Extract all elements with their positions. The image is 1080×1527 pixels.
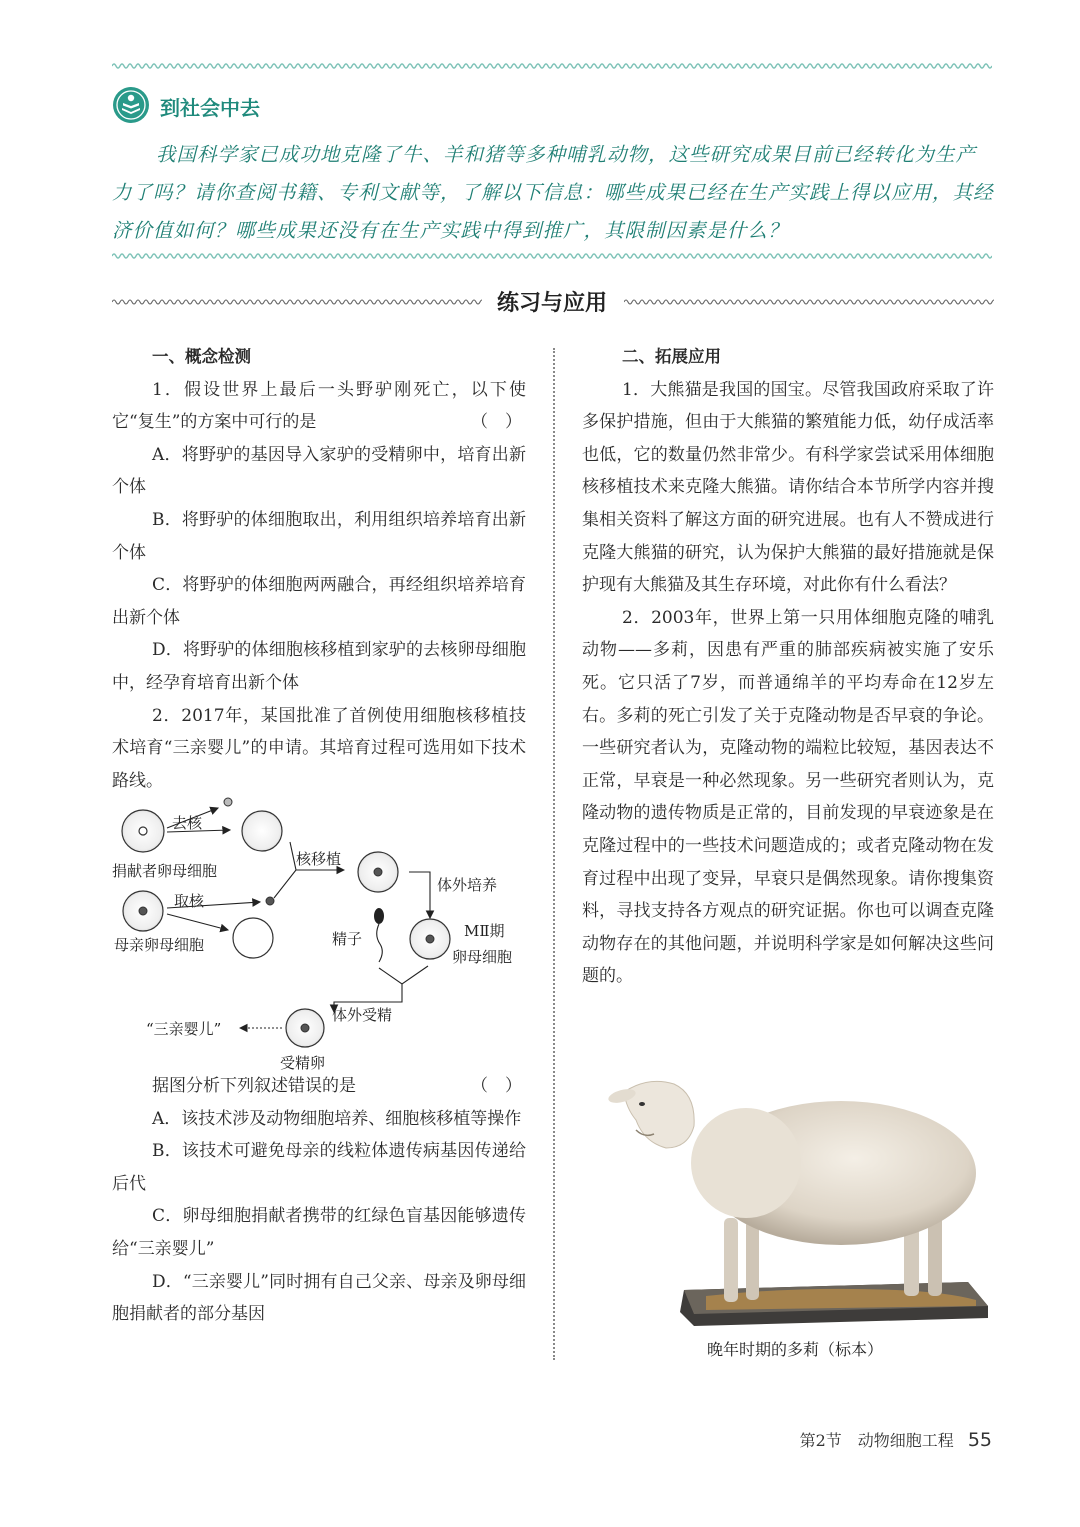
top-wavy-rule: [112, 62, 992, 70]
column-divider: [553, 348, 555, 1360]
society-book-icon: [112, 86, 150, 124]
label-donor-egg: 捐献者卵母细胞: [112, 862, 218, 880]
title-left-rule: [112, 298, 482, 306]
label-in-vitro-culture: 体外培养: [437, 876, 498, 894]
q1-stem: [112, 374, 526, 439]
dolly-question: 2．2003年，世界上第一只用体细胞克隆的哺乳动物——多莉，因患有严重的肺部疾病被实施了安乐死。它只活了7岁，而普通绵羊的平均寿命在12岁左右。多莉的死亡引发了关于克隆动物是否早衰的争论。一些研究者认为，克隆动物的端粒比较短，基因表达不正常，早衰是一种必然现象。另一些研究者则认为，克隆动物的遗传物质是正常的，目前发现的早衰迹象是在克隆过程中的一些技术问题造成的；或者克隆动物在发育过程中出现了变异，早衰只是偶然现象。请你搜集资料，寻找支持各方观点的研究证据。你也可以调查克隆动物存在的其他问题，并说明科学家是如何解决这些问题的。: [582, 607, 994, 987]
q2-ask-text: 据图分析下列叙述错误的是: [152, 1076, 356, 1096]
label-ivf: 体外受精: [332, 1006, 393, 1024]
q2-answer-paren: （ ）: [471, 1076, 522, 1096]
bottom-wavy-rule: [112, 252, 992, 260]
q1-option-b: B．将野驴的体细胞取出，利用组织培养培育出新个体: [112, 509, 526, 563]
label-nuclear-transfer: 核移植: [296, 850, 342, 868]
q2-stem: 2．2017年，某国批准了首例使用细胞核移植技术培育“三亲婴儿”的申请。其培育过程可选用如下技术路线。: [112, 705, 526, 791]
right-column: [582, 341, 994, 993]
society-text: 我国科学家已成功地克隆了牛、羊和猪等多种哺乳动物，这些研究成果目前已经转化为生产力了吗？请你查阅书籍、专利文献等，了解以下信息：哪些成果已经在生产实践上得以应用，其经济价值如何？哪些成果还没有在生产实践中得到推广，其限制因素是什么？: [112, 143, 994, 242]
label-oocyte: 卵母细胞: [452, 948, 513, 966]
label-take-nucleus: 取核: [174, 892, 205, 910]
photo-caption: 晚年时期的多莉（标本）: [706, 1340, 883, 1359]
panda-question: 1．大熊猫是我国的国宝。尽管我国政府采取了许多保护措施，但由于大熊猫的繁殖能力低，幼仔成活率也低，它的数量仍然非常少。有科学家尝试采用体细胞核移植技术来克隆大熊猫。请你结合本节所学内容并搜集相关资料了解这方面的研究进展。也有人不赞成进行克隆大熊猫的研究，认为保护大熊猫的最好措施就是保护现有大熊猫及其生存环境，对此你有什么看法？: [582, 379, 994, 596]
q1-option-d: D．将野驴的体细胞核移植到家驴的去核卵母细胞中，经孕育培育出新个体: [112, 640, 526, 693]
label-mii-stage: MⅡ期: [464, 922, 505, 940]
label-enucleate: 去核: [172, 814, 203, 832]
label-three-parent-baby: “三亲婴儿”: [146, 1020, 222, 1038]
q2-option-d: D．“三亲婴儿”同时拥有自己父亲、母亲及卵母细胞捐献者的部分基因: [112, 1271, 526, 1325]
footer-section: 第2节 动物细胞工程: [799, 1431, 954, 1450]
section-concept-check: 一、概念检测: [152, 347, 251, 366]
left-column-top: [112, 341, 526, 797]
label-sperm: 精子: [332, 930, 363, 948]
q2-ask: [112, 1070, 526, 1103]
q2-option-b: B．该技术可避免母亲的线粒体遗传病基因传递给后代: [112, 1141, 526, 1194]
q1-option-c: C．将野驴的体细胞两两融合，再经组织培养培育出新个体: [112, 575, 526, 628]
title-right-rule: [624, 298, 994, 306]
page-footer: [800, 1428, 992, 1451]
exercise-title: 练习与应用: [496, 291, 607, 316]
q1-option-a: A．将野驴的基因导入家驴的受精卵中，培育出新个体: [112, 444, 526, 498]
dolly-sheep-photo: [596, 1068, 994, 1330]
q1-stem-text: 1．假设世界上最后一头野驴刚死亡，以下使它“复生”的方案中可行的是: [112, 379, 526, 433]
left-column-bottom: [112, 1070, 526, 1331]
label-mother-egg: 母亲卵母细胞: [114, 936, 205, 954]
q2-option-a: A．该技术涉及动物细胞培养、细胞核移植等操作: [152, 1108, 522, 1129]
q1-answer-paren: （ ）: [471, 412, 522, 433]
section-extended-application: 二、拓展应用: [622, 347, 721, 366]
page-number: 55: [967, 1429, 992, 1451]
q2-option-c: C．卵母细胞捐献者携带的红绿色盲基因能够遗传给“三亲婴儿”: [112, 1206, 526, 1259]
society-title: 到社会中去: [160, 96, 260, 120]
three-parent-baby-diagram: [112, 790, 532, 1072]
label-zygote: 受精卵: [280, 1054, 326, 1072]
